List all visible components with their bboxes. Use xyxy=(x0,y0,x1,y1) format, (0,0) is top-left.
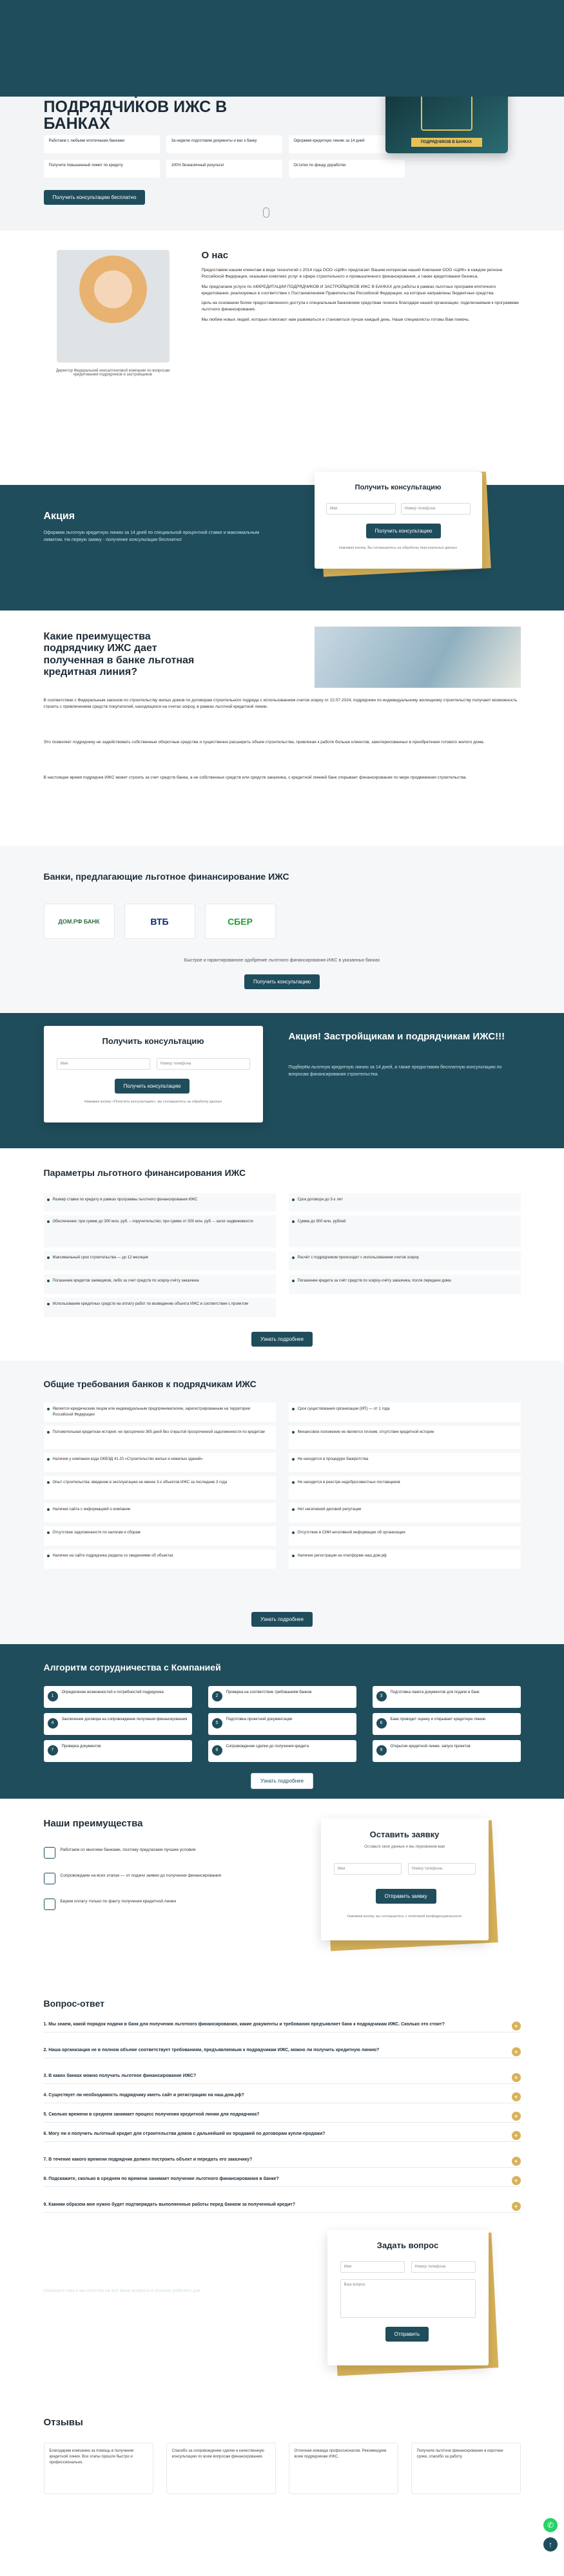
phone-input[interactable]: Номер телефона xyxy=(411,2261,476,2273)
plus-icon[interactable]: + xyxy=(512,2047,521,2056)
payment-icon xyxy=(44,1899,55,1910)
req-item: Наличие сайта с информацией о компании xyxy=(44,1503,276,1522)
hero-feature: Получите повышенный лимит по кредиту xyxy=(44,160,160,178)
phone-input[interactable]: Номер телефона xyxy=(401,503,471,515)
faq-title: Вопрос-ответ xyxy=(43,1998,104,2009)
faq-section xyxy=(0,1992,564,2243)
plus-icon[interactable]: + xyxy=(512,2073,521,2082)
param-item: Погашение кредита за счёт средств по эскроу-счёту заказчика, после передачи дома xyxy=(289,1274,521,1294)
algo-more-button[interactable]: Узнать подробнее xyxy=(251,1773,313,1789)
plus-icon[interactable]: + xyxy=(512,2131,521,2140)
question-textarea[interactable]: Ваш вопрос xyxy=(340,2279,476,2318)
consult-promo-section: Получить консультацию Имя Номер телефона Получить консультацию Нажимая кнопку «Получить консультацию», вы соглашаетесь на обработку данных Акция! Застройщикам и подрядчикам ИЖС!!! Подберём льготную кредитную линию за 14 дней, а также предоставим бесплатную консультацию по вопросам финансирования строительства. xyxy=(0,1013,564,1148)
reviews-title: Отзывы xyxy=(43,2417,83,2428)
param-item: Обеспечение: при сумме до 300 млн. руб. – поручительство; при сумме от 300 млн. руб. – залог недвижимости xyxy=(44,1215,276,1247)
promo-title: Акция xyxy=(43,511,75,522)
house-icon xyxy=(421,92,472,131)
plus-icon[interactable]: + xyxy=(512,2176,521,2185)
req-item: Не находится в реестре недобросовестных поставщиков xyxy=(289,1476,521,1499)
consult-form: Получить консультацию Имя Номер телефона Получить консультацию Нажимая кнопку, Вы соглашаетесь на обработку персональных данных xyxy=(315,472,482,569)
whatsapp-icon[interactable]: ✆ xyxy=(543,2518,558,2532)
faq-item[interactable]: 7. В течение какого времени подрядчик должен построить объект и передать его заказчику? + xyxy=(44,2153,521,2168)
param-item: Сумма до 900 млн. рублей xyxy=(289,1215,521,1247)
about-section xyxy=(0,231,564,485)
param-item: Погашение кредитов заемщиков, либо за счет средств по эскроу-счёту заказчика xyxy=(44,1274,276,1294)
req-item: Является юридическим лицом или индивидуальным предпринимателем, зарегистрированным на территории Российской Федерации xyxy=(44,1403,276,1422)
review-card: Спасибо за сопровождение сделки и качественную консультацию по всем вопросам финансирования. xyxy=(166,2443,276,2494)
consult-submit-button[interactable]: Получить консультацию xyxy=(115,1079,190,1094)
advantages-section xyxy=(0,1799,564,1992)
algorithm-step: 9 Открытие кредитной линии, запуск проектов xyxy=(373,1740,521,1762)
hero-feature: Работаем с любыми ипотечными банками xyxy=(44,135,160,153)
plus-icon[interactable]: + xyxy=(512,2157,521,2166)
req-item: Срок существования организации (ИП) — от 1 года xyxy=(289,1403,521,1422)
faq-item[interactable]: 9. Какими образом мне нужно будет подтверждать выполненные работы перед банком за полученный кредит? + xyxy=(44,2198,521,2213)
bank-logo-vtb: ВТБ xyxy=(124,904,195,939)
phone-input[interactable]: Номер телефона xyxy=(157,1058,250,1070)
hero-image: ПОДРЯДЧИКОВ В БАНКАХ xyxy=(385,57,508,153)
review-card: Благодарим компанию за помощь в получении кредитной линии. Все этапы прошли быстро и профессионально. xyxy=(44,2443,153,2494)
question-form: Задать вопрос Имя Номер телефона Ваш вопрос Отправить xyxy=(327,2230,489,2365)
req-item: Отсутствие задолженности по налогам и сборам xyxy=(44,1526,276,1546)
phone-input[interactable]: Номер телефона xyxy=(408,1863,476,1875)
req-item: Наличие у компании кода ОКВЭД 41.20 «Строительство жилых и нежилых зданий» xyxy=(44,1453,276,1472)
director-photo xyxy=(57,250,170,363)
reviews-section xyxy=(0,2410,564,2497)
consult-form-2: Получить консультацию Имя Номер телефона Получить консультацию Нажимая кнопку «Получить консультацию», вы соглашаетесь на обработку данных xyxy=(44,1026,263,1122)
advantages-title: Наши преимущества xyxy=(43,1818,143,1829)
advantage-item: Сопровождаем на всех этапах — от подачи заявки до получения финансирования xyxy=(44,1873,257,1879)
review-card: Отличная команда профессионалов. Рекомендуем всем подрядчикам ИЖС. xyxy=(289,2443,398,2494)
algorithm-step: 4 Заключение договора на сопровождение получения финансирования xyxy=(44,1713,192,1735)
banks-note: Быстрое и гарантированное одобрение льготного финансирования ИЖС в указанных банках xyxy=(184,958,380,963)
ask-section: Остались вопросы? Напишите нам и мы ответим на все ваши вопросы в течение рабочего дня Задать вопрос Имя Номер телефона Ваш вопрос Отправить xyxy=(0,2243,564,2410)
req-item: Опыт строительства: введение в эксплуатацию не менее 3-х объектов ИЖС за последние 3 года xyxy=(44,1476,276,1499)
hero-feature: За неделю подготовим документы и вас к банку xyxy=(166,135,282,153)
req-item: Нет негативной деловой репутации xyxy=(289,1503,521,1522)
about-paragraph: Предоставим нашим клиентам в виде технологий с 2014 года ООО «ЦИК» предлагает Вашим интересам нашей Компании ООО «ЦИК» в каждом регионе Российской Федерации, оказывая комплекс услуг в сфере строительного и промышленного финансирования, а также кредитования бизнеса. xyxy=(201,268,503,279)
review-card: Получили льготное финансирование в короткие сроки, спасибо за работу. xyxy=(411,2443,521,2494)
request-submit-button[interactable]: Отправить заявку xyxy=(376,1889,436,1904)
ask-title: Остались вопросы? xyxy=(43,2269,142,2280)
params-title: Параметры льготного финансирования ИЖС xyxy=(43,1168,246,1178)
name-input[interactable]: Имя xyxy=(57,1058,150,1070)
support-icon xyxy=(44,1873,55,1884)
param-item: Срок договора до 3-х лет xyxy=(289,1193,521,1211)
name-input[interactable]: Имя xyxy=(340,2261,405,2273)
bank-logo-sber: СБЕР xyxy=(205,904,276,939)
about-paragraph: Цель на основании более предоставленного доступа к специальным банковским средствам лизинга благодаря нашей организации, подключаемым к программам льготного финансирования. xyxy=(201,301,519,312)
algorithm-step: 3 Подготовка пакета документов для подачи в банк xyxy=(373,1686,521,1708)
scroll-top-icon[interactable]: ↑ xyxy=(543,2537,558,2552)
param-item: Максимальный срок строительства — до 12 месяцев xyxy=(44,1251,276,1271)
faq-item[interactable]: 4. Существует ли необходимость подрядчику иметь сайт и регистрацию на наш.дом.рф? + xyxy=(44,2088,521,2103)
algorithm-step: 5 Подготовка проектной документации xyxy=(208,1713,356,1735)
plus-icon[interactable]: + xyxy=(512,2112,521,2121)
promo-section xyxy=(0,485,564,611)
benefits-section: Какие преимущества подрядчику ИЖС дает полученная в банке льготная кредитная линия? В соответствии с Федеральным законом по строительству жилых домов по договорам строительного подряда с использованием счетов эскроу от 22.07.2024, подрядчики по индивидуальному жилищному строительству получают возможность строить с привлечением средств покупателей, находящихся на счетах эскроу, в рамках льготной кредитной линии. Это позволяет подрядчику не задействовать собственные оборотные средства и существенно расширить объем строительства, привлекая к работе больше клиентов, заинтересованных в приобретении готового жилого дома. В настоящее время подрядчик ИЖС может строить за счет средств банка, а не собственных средств или средств заказчика, с кредитной линией банк открывает финансирование по мере продвижения строительства. xyxy=(0,611,564,846)
banks-title: Банки, предлагающие льготное финансирование ИЖС xyxy=(43,871,289,882)
hero-feature: Оформим кредитную линию за 14 дней xyxy=(289,135,405,153)
name-input[interactable]: Имя xyxy=(326,503,396,515)
faq-item[interactable]: 3. В каких банках можно получить льготное финансирование ИЖС? + xyxy=(44,2069,521,2084)
bank-icon xyxy=(44,1847,55,1859)
algorithm-step: 6 Банк проводит оценку и открывает кредитную линию xyxy=(373,1713,521,1735)
advantage-item: Работаем со многими банками, поэтому предлагаем лучшие условия xyxy=(44,1847,257,1853)
req-item: Наличие на сайте подрядчика раздела со сведениями об объектах xyxy=(44,1549,276,1569)
scroll-down-icon[interactable] xyxy=(263,207,269,218)
algorithm-section xyxy=(0,1644,564,1799)
about-paragraph: Мы любим новых людей, которые помогают нам развиваться и становиться лучше каждый день. Наши специалисты готовы Вам помочь. xyxy=(201,317,470,322)
faq-item[interactable]: 1. Мы знаем, какой порядок подачи в банк для получения льготного финансирования, какие документы и требования предъявляет банк к подрядчикам ИЖС. Сколько это стоит? + xyxy=(44,2018,521,2032)
faq-item[interactable]: 2. Наша организация не в полном объеме соответствует требованиям, предъявляемым к подрядчикам ИЖС, можно ли получить кредитную линию? + xyxy=(44,2043,521,2058)
promo-desc: Оформим льготную кредитную линию за 14 дней по специальной процентной ставке и максимальным лимитом. На первую заявку - получение консультации бесплатно! xyxy=(43,531,260,542)
about-paragraph: Мы предлагаем услуги по АККРЕДИТАЦИИ ПОДРЯДЧИКОВ И ЗАСТРОЙЩИКОВ ИЖС В БАНКАХ для работы в рамках льготных программ ипотечного кредитования, реализуемых в соответствии с Постановлением Правительства Российской Федерации, на которые направлены бюджетные средства. xyxy=(201,284,496,296)
req-item: Наличие регистрации на платформе наш.дом.рф xyxy=(289,1549,521,1569)
photo-caption: Директор Федеральной консалтинговой компании по вопросам кредитования подрядчиков и застройщиков xyxy=(55,369,170,377)
algorithm-title: Алгоритм сотрудничества с Компанией xyxy=(43,1662,221,1672)
advantage-item: Берем оплату только по факту получения кредитной линии xyxy=(44,1899,257,1905)
hero-feature: Остатки по фонду доработки xyxy=(289,160,405,178)
request-form: Оставить заявку Оставьте свои данные и мы перезвоним вам Имя Номер телефона Отправить заявку Нажимая кнопку, вы соглашаетесь с политикой конфиденциальности xyxy=(321,1818,489,1940)
hero-consult-button[interactable]: Получить консультацию бесплатно xyxy=(44,190,146,205)
benefits-title: Какие преимущества подрядчику ИЖС дает полученная в банке льготная кредитная линия? xyxy=(43,631,195,678)
faq-item[interactable]: 6. Могу ли я получить льготный кредит для строительства домов с дальнейшей их продажей по договорам купли-продажи? + xyxy=(44,2127,521,2142)
algorithm-step: 1 Определение возможностей и потребностей подрядчика xyxy=(44,1686,192,1708)
house-image xyxy=(315,627,521,688)
req-item: Положительная кредитная история: не просрочено 365 дней без открытой просроченной задолженности по кредитам xyxy=(44,1426,276,1449)
req-more-button[interactable]: Узнать подробнее xyxy=(251,1612,313,1627)
param-item: Расчёт с подрядчиком происходит с использованием счетов эскроу xyxy=(289,1251,521,1271)
consult-submit-button[interactable]: Получить консультацию xyxy=(366,524,442,538)
params-more-button[interactable]: Узнать подробнее xyxy=(251,1332,313,1347)
faq-item[interactable]: 8. Подскажите, сколько в среднем по времени занимает получение льготного финансирования в банке? + xyxy=(44,2172,521,2187)
algorithm-step: 2 Проверка на соответствие требованиям банков xyxy=(208,1686,356,1708)
form-title: Получить консультацию xyxy=(355,484,442,491)
req-item: Не находится в процедуре банкротства xyxy=(289,1453,521,1472)
banks-section xyxy=(0,846,564,1013)
algorithm-step: 8 Сопровождение сделки до получения кредита xyxy=(208,1740,356,1762)
requirements-title: Общие требования банков к подрядчикам ИЖС xyxy=(43,1379,257,1389)
about-title: О нас xyxy=(201,250,229,261)
plus-icon[interactable]: + xyxy=(512,2092,521,2101)
params-section xyxy=(0,1148,564,1361)
question-submit-button[interactable]: Отправить xyxy=(385,2327,429,2342)
banks-consult-button[interactable]: Получить консультацию xyxy=(244,974,320,989)
faq-item[interactable]: 5. Сколько времени в среднем занимает процесс получения кредитной линии для подрядчика? + xyxy=(44,2108,521,2123)
plus-icon[interactable]: + xyxy=(512,2202,521,2211)
hero-feature: 100% безналичный результат xyxy=(166,160,282,178)
plus-icon[interactable]: + xyxy=(512,2022,521,2031)
name-input[interactable]: Имя xyxy=(334,1863,402,1875)
bank-logo-domrf: ДОМ.РФ БАНК xyxy=(44,904,115,939)
param-item: Использование кредитных средств на оплату работ по возведению объекта ИЖС в соответствии с проектом xyxy=(44,1298,276,1317)
promo-title-2: Акция! Застройщикам и подрядчикам ИЖС!!! xyxy=(288,1031,505,1042)
param-item: Размер ставки по кредиту в рамках программы льготного финансирования ИЖС xyxy=(44,1193,276,1211)
req-item: Отсутствие в СМИ негативной информации об организации xyxy=(289,1526,521,1546)
hero-title: ПОДРЯДЧИКОВ ИЖС В БАНКАХ xyxy=(43,97,228,133)
requirements-section xyxy=(0,1361,564,1644)
algorithm-step: 7 Проверка документов xyxy=(44,1740,192,1762)
req-item: Финансовое положение не является плохим, отсутствие кредитной истории xyxy=(289,1426,521,1449)
